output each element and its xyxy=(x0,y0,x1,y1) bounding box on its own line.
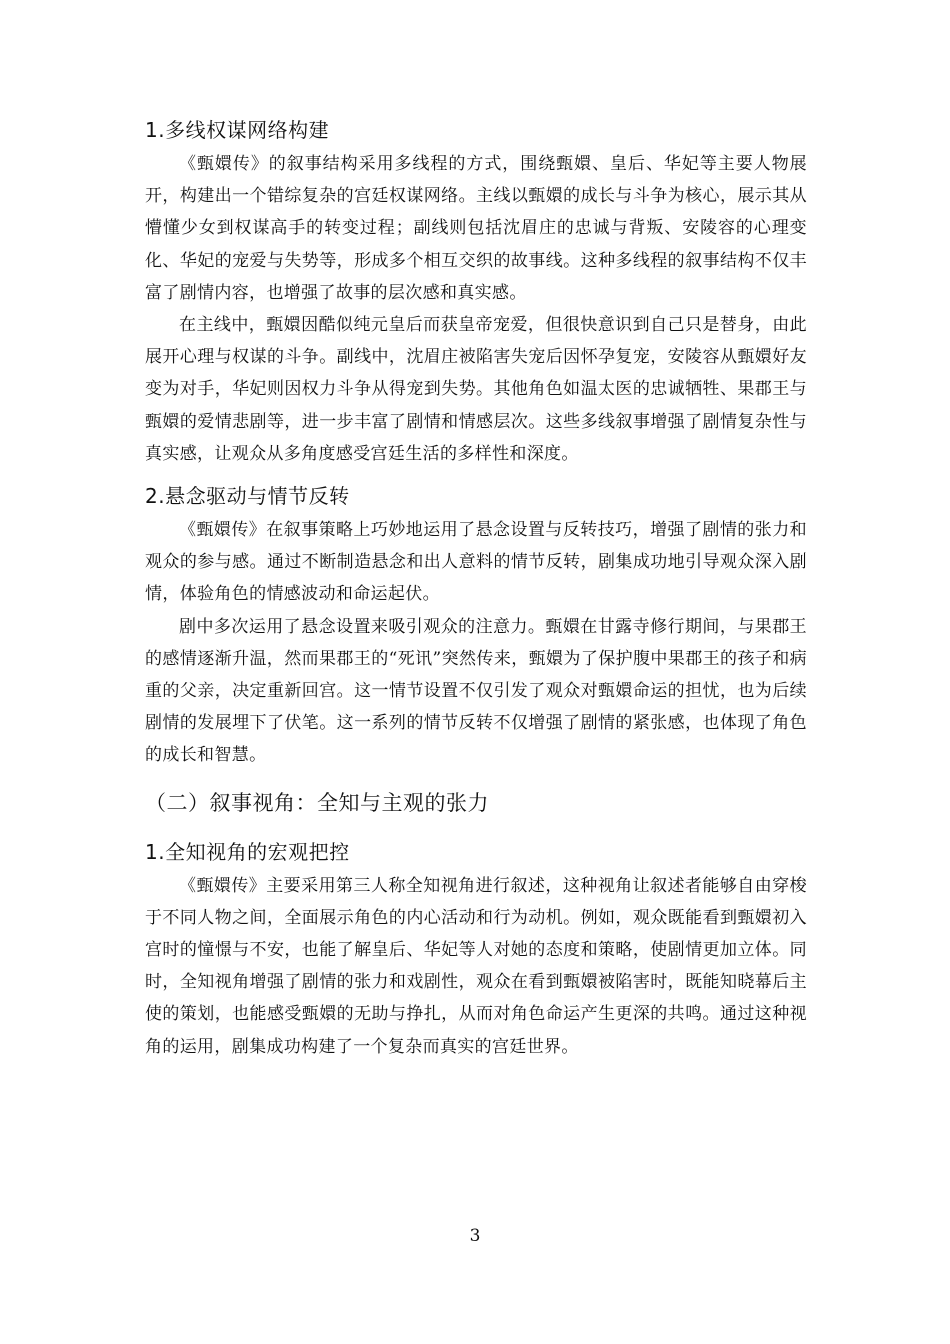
chapter-heading: （二）叙事视角：全知与主观的张力 xyxy=(145,790,489,815)
paragraph: 《甄嬛传》主要采用第三人称全知视角进行叙述，这种视角让叙述者能够自由穿梭于不同人物之间，全面展示角色的内心活动和行为动机。例如，观众既能看到甄嬛初入宫时的憧憬与不安，也能了解皇后、华妃等人对她的态度和策略，使剧情更加立体。同时，全知视角增强了剧情的张力和戏剧性，观众在看到甄嬛被陷害时，既能知晓幕后主使的策划，也能感受甄嬛的无助与挣扎，从而对角色命运产生更深的共鸣。通过这种视角的运用，剧集成功构建了一个复杂而真实的宫廷世界。 xyxy=(145,875,807,1057)
paragraph: 在主线中，甄嬛因酷似纯元皇后而获皇帝宠爱，但很快意识到自己只是替身，由此展开心理与权谋的斗争。副线中，沈眉庄被陷害失宠后因怀孕复宠，安陵容从甄嬛好友变为对手，华妃则因权力斗争从得宠到失势。其他角色如温太医的忠诚牺牲、果郡王与甄嬛的爱情悲剧等，进一步丰富了剧情和情感层次。这些多线叙事增强了剧情复杂性与真实感，让观众从多角度感受宫廷生活的多样性和深度。 xyxy=(145,315,807,464)
section-heading-3: 1.全知视角的宏观把控 xyxy=(145,839,350,864)
paragraph: 《甄嬛传》的叙事结构采用多线程的方式，围绕甄嬛、皇后、华妃等主要人物展开，构建出一个错综复杂的宫廷权谋网络。主线以甄嬛的成长与斗争为核心，展示其从懵懂少女到权谋高手的转变过程；副线则包括沈眉庄的忠诚与背叛、安陵容的心理变化、华妃的宠爱与失势等，形成多个相互交织的故事线。这种多线程的叙事结构不仅丰富了剧情内容，也增强了故事的层次感和真实感。 xyxy=(145,154,807,303)
section-heading-2: 2.悬念驱动与情节反转 xyxy=(145,484,350,509)
paragraph: 《甄嬛传》在叙事策略上巧妙地运用了悬念设置与反转技巧，增强了剧情的张力和观众的参与感。通过不断制造悬念和出人意料的情节反转，剧集成功地引导观众深入剧情，体验角色的情感波动和命运起伏。 xyxy=(145,520,807,605)
paragraph: 剧中多次运用了悬念设置来吸引观众的注意力。甄嬛在甘露寺修行期间，与果郡王的感情逐渐升温，然而果郡王的“死讯”突然传来，甄嬛为了保护腹中果郡王的孩子和病重的父亲，决定重新回宫。这一情节设置不仅引发了观众对甄嬛命运的担忧，也为后续剧情的发展埋下了伏笔。这一系列的情节反转不仅增强了剧情的紧张感，也体现了角色的成长和智慧。 xyxy=(145,616,807,766)
section-heading-1: 1.多线权谋网络构建 xyxy=(145,118,330,142)
page-number: 3 xyxy=(469,1226,481,1246)
page-body xyxy=(145,110,807,1063)
